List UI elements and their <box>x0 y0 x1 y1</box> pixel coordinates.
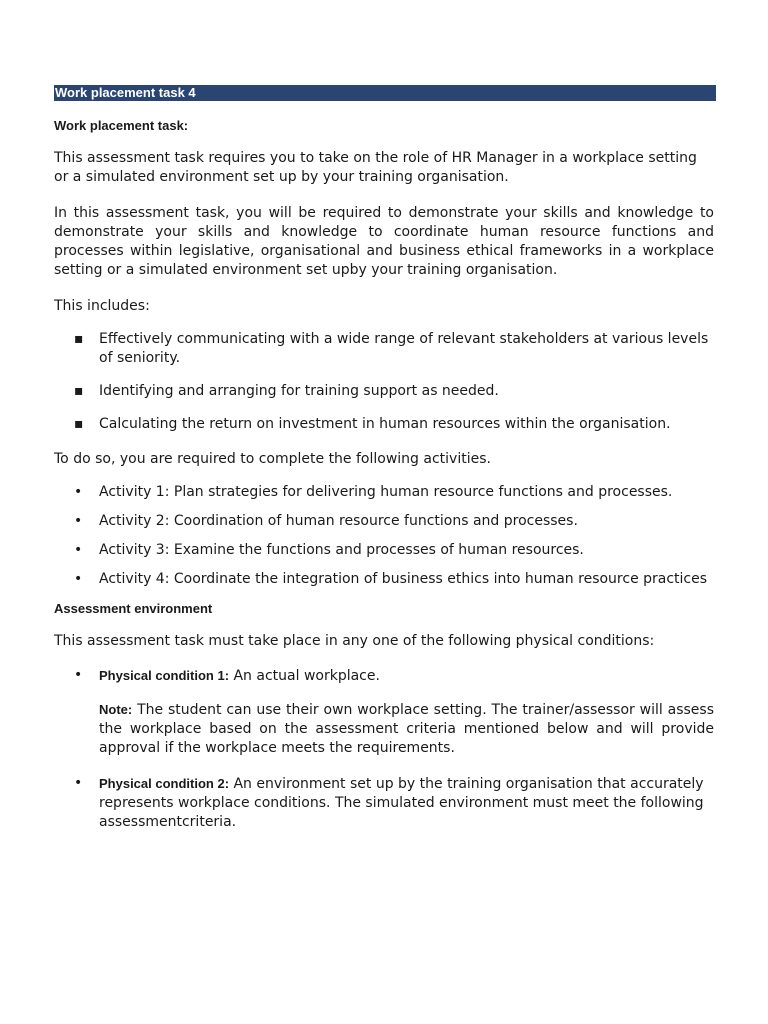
round-bullet-icon: • <box>74 775 83 791</box>
round-bullet-icon: • <box>74 542 83 558</box>
skills-paragraph: In this assessment task, you will be required to demonstrate your skills and knowledge to demonstrate your skills and knowledge to coordinate human resource functions and processes within legislative, organisational and business ethical frameworks in a workplace setting or a simulated environment set upby your training organisation. <box>54 205 714 278</box>
list-item: • Activity 1: Plan strategies for delivering human resource functions and processes. <box>74 484 673 500</box>
environment-heading: Assessment environment <box>54 601 213 616</box>
list-item: • Activity 3: Examine the functions and processes of human resources. <box>74 542 584 558</box>
includes-label: This includes: <box>54 298 150 314</box>
intro-paragraph: This assessment task requires you to take on the role of HR Manager in a workplace setting or a simulated environment set up by your training organisation. <box>54 150 697 185</box>
list-item <box>54 774 714 832</box>
section-banner: Work placement task 4 <box>54 85 716 101</box>
round-bullet-icon: • <box>74 513 83 529</box>
round-bullet-icon: • <box>74 571 83 587</box>
activities-intro: To do so, you are required to complete the following activities. <box>54 451 491 467</box>
list-item: ▪ Effectively communicating with a wide range of relevant stakeholders at various levels of seniority. <box>74 331 709 366</box>
list-item <box>54 666 714 758</box>
square-bullet-icon: ▪ <box>74 416 84 432</box>
document-body <box>54 117 714 832</box>
round-bullet-icon: • <box>74 484 83 500</box>
activities-list <box>54 483 714 589</box>
square-bullet-icon: ▪ <box>74 331 84 347</box>
condition-2-text: An environment set up by the training organisation that accurately represents workplace conditions. The simulated environment must meet the following assessmentcriteria. <box>99 776 704 830</box>
condition-1-text: An actual workplace. <box>229 668 380 684</box>
note-label: Note: <box>99 702 133 717</box>
note-text: The student can use their own workplace setting. The trainer/assessor will assess the workplace based on the assessment criteria mentioned below and will provide approval if the workplace meets the requirements. <box>99 702 714 756</box>
list-item: ▪ Identifying and arranging for training support as needed. <box>74 383 499 399</box>
includes-list <box>54 330 714 434</box>
list-item: • Activity 2: Coordination of human resource functions and processes. <box>74 513 578 529</box>
list-item: ▪ Calculating the return on investment in human resources within the organisation. <box>74 416 671 432</box>
round-bullet-icon: • <box>74 667 83 683</box>
condition-1-label: Physical condition 1: <box>99 668 230 683</box>
condition-2-label: Physical condition 2: <box>99 776 230 791</box>
conditions-list <box>54 666 714 832</box>
environment-intro: This assessment task must take place in any one of the following physical conditions: <box>54 633 655 649</box>
note-paragraph <box>99 700 714 758</box>
task-heading: Work placement task: <box>54 118 189 133</box>
list-item: • Activity 4: Coordinate the integration of business ethics into human resource practices <box>74 571 708 587</box>
square-bullet-icon: ▪ <box>74 383 84 399</box>
